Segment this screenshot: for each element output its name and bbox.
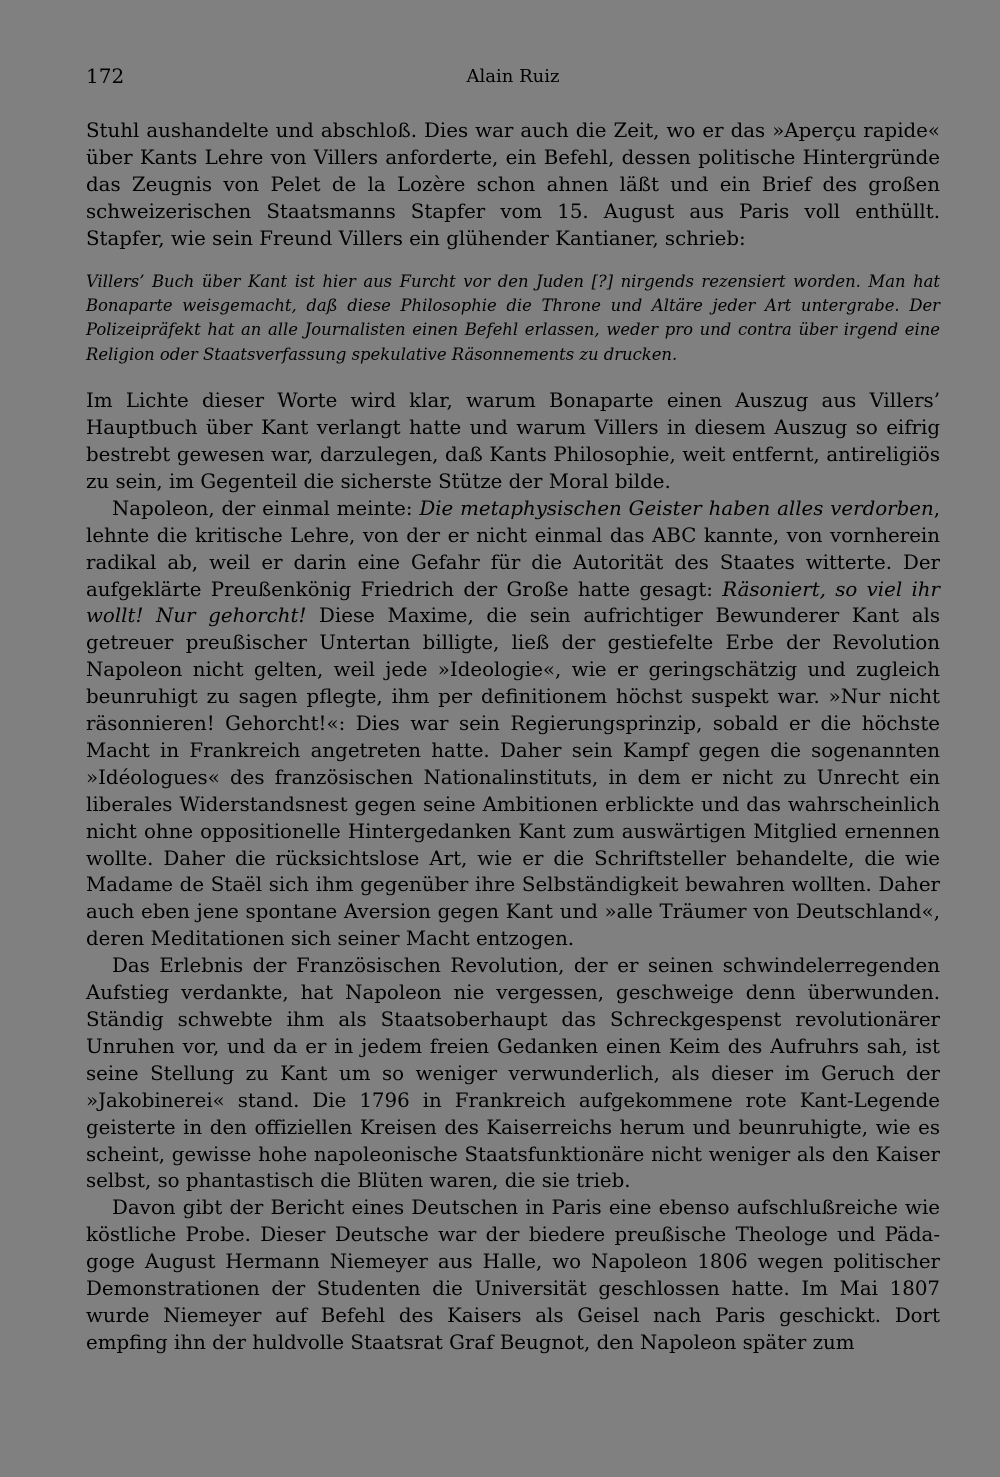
paragraph — [86, 496, 940, 953]
paragraph-text: , lehnte die kritische Lehre, von der er nicht einmal das ABC kannte, von vornherein radikal ab, weil er darin eine Gefahr für die Autorität des Staates witterte. Der aufgeklärte Preußenkönig Friedrich der Große hatte gesagt: — [86, 496, 941, 601]
quote-napoleon: Die metaphysischen Geister haben alles verdorben — [419, 496, 934, 520]
paragraph: Im Lichte dieser Worte wird klar, warum Bonaparte einen Auszug aus Villers’ Hauptbuch über Kant verlangt hatte und warum Villers in diesem Auszug so eifrig bestrebt gewesen war, darzulegen, daß Kants Philosophie, weit entfernt, antireligiös zu sein, im Gegenteil die sicherste Stütze der Moral bilde. — [86, 389, 940, 493]
page-header — [86, 64, 940, 94]
paragraph: Davon gibt der Bericht eines Deutschen in Paris eine ebenso aufschlußreiche wie köstliche Probe. Dieser Deutsche war der biedere preußische Theologe und Pädagoge August Hermann Niemeyer aus Halle, wo Napoleon 1806 wegen politischer Demonstrationen der Studenten die Universität geschlossen hatte. Im Mai 1807 wurde Niemeyer auf Befehl des Kaisers als Geisel nach Paris geschickt. Dort empfing ihn der huldvolle Staatsrat Graf Beugnot, den Napoleon später zum — [86, 1196, 940, 1354]
paragraph-continuation: Stuhl aushandelte und abschloß. Dies war auch die Zeit, wo er das »Aperçu rapide« über Kants Lehre von Villers anforderte, ein Befehl, dessen politische Hintergründe das Zeugnis von Pelet de la Lozère schon ahnen läßt und ein Brief des großen schweizerischen Staatsmanns Stapfer vom 15. August aus Paris voll enthüllt. Stapfer, wie sein Freund Villers ein glühender Kantianer, schrieb: — [86, 119, 940, 250]
running-head: Alain Ruiz — [466, 66, 560, 87]
page-number: 172 — [86, 64, 125, 88]
paragraph-text: Napoleon, der einmal meinte: — [112, 496, 420, 520]
body-text — [86, 118, 940, 1357]
quote-friedrich: Räsoniert, so viel ihr wollt! Nur gehorcht! — [86, 577, 940, 628]
paragraph-text: Diese Maxime, die sein aufrichtiger Bewunderer Kant als getreuer preußischer Untertan billigte, ließ der gestiefelte Erbe der Revolution Napoleon nicht gelten, weil jede »Ideologie«, wie er geringschätzig und zugleich beunruhigt zu sagen pflegte, ihm per definitionem höchst suspekt war. »Nur nicht räsonnieren! Gehorcht!«: Dies war sein Regierungsprinzip, sobald er die höchste Macht in Frankreich angetreten hatte. Daher sein Kampf gegen die sogenannten »Idéologues« des französischen Nationalinstituts, in dem er nicht zu Unrecht ein liberales Widerstandsnest gegen seine Ambitionen erblickte und das wahrscheinlich nicht ohne oppositionelle Hintergedanken Kant zum auswärtigen Mitglied ernennen wollte. Daher die rücksichtslose Art, wie er die Schriftsteller behandelte, die wie Madame de Staël sich ihm gegenüber ihre Selbständigkeit bewahren wollten. Daher auch eben jene spontane Aversion gegen Kant und »alle Träumer von Deutschland«, deren Meditationen sich seiner Macht entzogen. — [86, 604, 941, 951]
block-quote: Villers’ Buch über Kant ist hier aus Furcht vor den Juden [?] nirgends rezensiert worden. Man hat Bonaparte weisgemacht, daß diese Philosophie die Throne und Altäre jeder Art untergrabe. Der Polizeipräfekt hat an alle Journalisten einen Befehl erlassen, weder pro und contra über irgend eine Religion oder Staatsverfassung spekulative Räsonnements zu drucken. — [86, 271, 940, 364]
paragraph: Das Erlebnis der Französischen Revolution, der er seinen schwindelerregenden Aufstieg verdankte, hat Napoleon nie vergessen, geschweige denn überwunden. Ständig schwebte ihm als Staatsoberhaupt das Schreckgespenst revolutionärer Unruhen vor, und da er in jedem freien Gedanken einen Keim des Aufruhrs sah, ist seine Stellung zu Kant um so weniger verwunderlich, als dieser im Geruch der »Jakobinerei« stand. Die 1796 in Frankreich aufgekommene rote Kant-Legende geisterte in den offiziellen Kreisen des Kaiserreichs herum und beunruhigte, wie es scheint, gewisse hohe napoleonische Staatsfunktionäre nicht weniger als den Kaiser selbst, so phantastisch die Blüten waren, die sie trieb. — [86, 954, 940, 1193]
